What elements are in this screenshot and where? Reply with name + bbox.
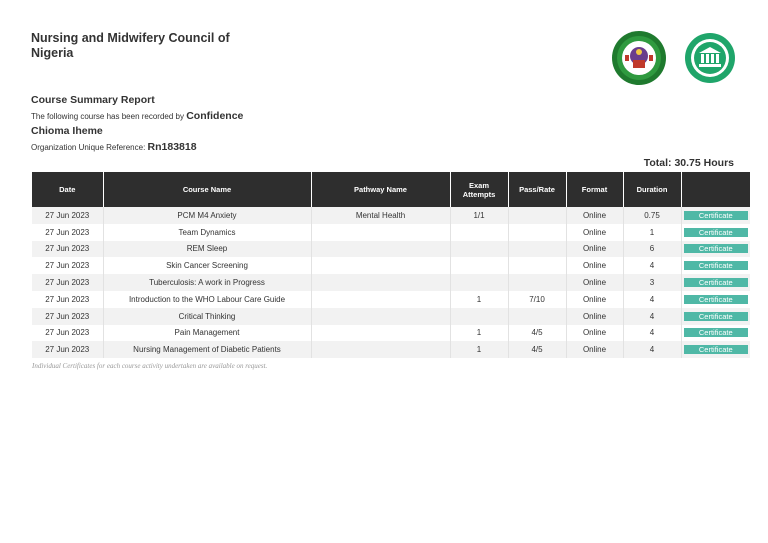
col-header-duration: Duration [623, 172, 681, 207]
cell-course: Team Dynamics [103, 224, 311, 241]
total-hours: Total: 30.75 Hours [643, 157, 734, 169]
col-header-date: Date [32, 172, 103, 207]
table-row [32, 308, 750, 325]
cell-duration: 3 [623, 274, 681, 291]
recorded-by-name: Confidence [186, 110, 244, 122]
cell-exam-attempts: 1/1 [450, 207, 508, 224]
cell-date: 27 Jun 2023 [32, 308, 103, 325]
reference-value: Rn183818 [147, 141, 197, 153]
col-header-pathway: Pathway Name [311, 172, 450, 207]
course-table [32, 172, 750, 358]
cell-format: Online [566, 341, 623, 358]
cell-pass-rate: 4/5 [508, 325, 566, 342]
cell-certificate [681, 308, 750, 325]
reference-prefix: Organization Unique Reference: [31, 143, 146, 152]
cell-pathway [311, 241, 450, 258]
cell-format: Online [566, 257, 623, 274]
cell-duration: 4 [623, 257, 681, 274]
cell-exam-attempts [450, 224, 508, 241]
cell-date: 27 Jun 2023 [32, 224, 103, 241]
cell-pass-rate: 4/5 [508, 341, 566, 358]
cell-course: Nursing Management of Diabetic Patients [103, 341, 311, 358]
cell-date: 27 Jun 2023 [32, 241, 103, 258]
cell-pass-rate [508, 207, 566, 224]
table-row [32, 341, 750, 358]
cell-pass-rate [508, 274, 566, 291]
table-row [32, 291, 750, 308]
cell-date: 27 Jun 2023 [32, 274, 103, 291]
cell-format: Online [566, 241, 623, 258]
cell-format: Online [566, 224, 623, 241]
cell-certificate [681, 207, 750, 224]
cell-pathway [311, 257, 450, 274]
recorded-by-prefix: The following course has been recorded by [31, 112, 184, 121]
recorded-by-line [31, 110, 243, 122]
cell-pass-rate [508, 241, 566, 258]
certificate-link[interactable]: Certificate [684, 261, 748, 270]
cell-duration: 4 [623, 341, 681, 358]
cell-pass-rate [508, 308, 566, 325]
cell-format: Online [566, 308, 623, 325]
certificate-link[interactable]: Certificate [684, 295, 748, 304]
cell-course: Critical Thinking [103, 308, 311, 325]
table-row [32, 224, 750, 241]
cell-exam-attempts: 1 [450, 341, 508, 358]
col-header-pass-rate: Pass/Rate [508, 172, 566, 207]
certificate-link[interactable]: Certificate [684, 211, 748, 220]
col-header-format: Format [566, 172, 623, 207]
cell-duration: 4 [623, 291, 681, 308]
certificate-link[interactable]: Certificate [684, 345, 748, 354]
cell-certificate [681, 274, 750, 291]
cell-exam-attempts: 1 [450, 325, 508, 342]
cell-certificate [681, 325, 750, 342]
cell-certificate [681, 224, 750, 241]
cell-course: Skin Cancer Screening [103, 257, 311, 274]
org-name: Nursing and Midwifery Council of Nigeria [31, 31, 230, 60]
cell-exam-attempts [450, 308, 508, 325]
cell-course: PCM M4 Anxiety [103, 207, 311, 224]
reference-line [31, 141, 197, 153]
table-row [32, 207, 750, 224]
cell-pass-rate: 7/10 [508, 291, 566, 308]
cell-duration: 1 [623, 224, 681, 241]
cell-pathway [311, 224, 450, 241]
col-header-course: Course Name [103, 172, 311, 207]
institution-badge-logo [684, 32, 736, 84]
cell-exam-attempts [450, 257, 508, 274]
col-header-certificate [681, 172, 750, 207]
cell-date: 27 Jun 2023 [32, 207, 103, 224]
table-row [32, 325, 750, 342]
cell-certificate [681, 341, 750, 358]
footnote: Individual Certificates for each course activity undertaken are available on request. [32, 362, 268, 370]
cell-duration: 4 [623, 308, 681, 325]
cell-certificate [681, 291, 750, 308]
cell-format: Online [566, 207, 623, 224]
table-header-row [32, 172, 750, 207]
cell-date: 27 Jun 2023 [32, 257, 103, 274]
cell-pathway [311, 308, 450, 325]
cell-certificate [681, 241, 750, 258]
certificate-link[interactable]: Certificate [684, 328, 748, 337]
cell-pathway [311, 291, 450, 308]
cell-exam-attempts [450, 241, 508, 258]
certificate-link[interactable]: Certificate [684, 244, 748, 253]
cell-exam-attempts: 1 [450, 291, 508, 308]
certificate-link[interactable]: Certificate [684, 228, 748, 237]
cell-pass-rate [508, 224, 566, 241]
cell-course: Introduction to the WHO Labour Care Guide [103, 291, 311, 308]
cell-pass-rate [508, 257, 566, 274]
cell-duration: 4 [623, 325, 681, 342]
report-title: Course Summary Report [31, 94, 155, 106]
cell-date: 27 Jun 2023 [32, 341, 103, 358]
cell-duration: 0.75 [623, 207, 681, 224]
table-row [32, 274, 750, 291]
cell-certificate [681, 257, 750, 274]
cell-pathway: Mental Health [311, 207, 450, 224]
cell-format: Online [566, 274, 623, 291]
table-row [32, 241, 750, 258]
col-header-exam-attempts: Exam Attempts [450, 172, 508, 207]
cell-date: 27 Jun 2023 [32, 291, 103, 308]
cell-exam-attempts [450, 274, 508, 291]
cell-format: Online [566, 291, 623, 308]
certificate-link[interactable]: Certificate [684, 312, 748, 321]
table-row [32, 257, 750, 274]
cell-course: Tuberculosis: A work in Progress [103, 274, 311, 291]
certificate-link[interactable]: Certificate [684, 278, 748, 287]
learner-name: Chioma Iheme [31, 125, 103, 137]
cell-course: REM Sleep [103, 241, 311, 258]
cell-date: 27 Jun 2023 [32, 325, 103, 342]
nmcn-seal-logo [611, 30, 667, 86]
cell-pathway [311, 341, 450, 358]
cell-pathway [311, 274, 450, 291]
cell-duration: 6 [623, 241, 681, 258]
cell-course: Pain Management [103, 325, 311, 342]
cell-pathway [311, 325, 450, 342]
cell-format: Online [566, 325, 623, 342]
